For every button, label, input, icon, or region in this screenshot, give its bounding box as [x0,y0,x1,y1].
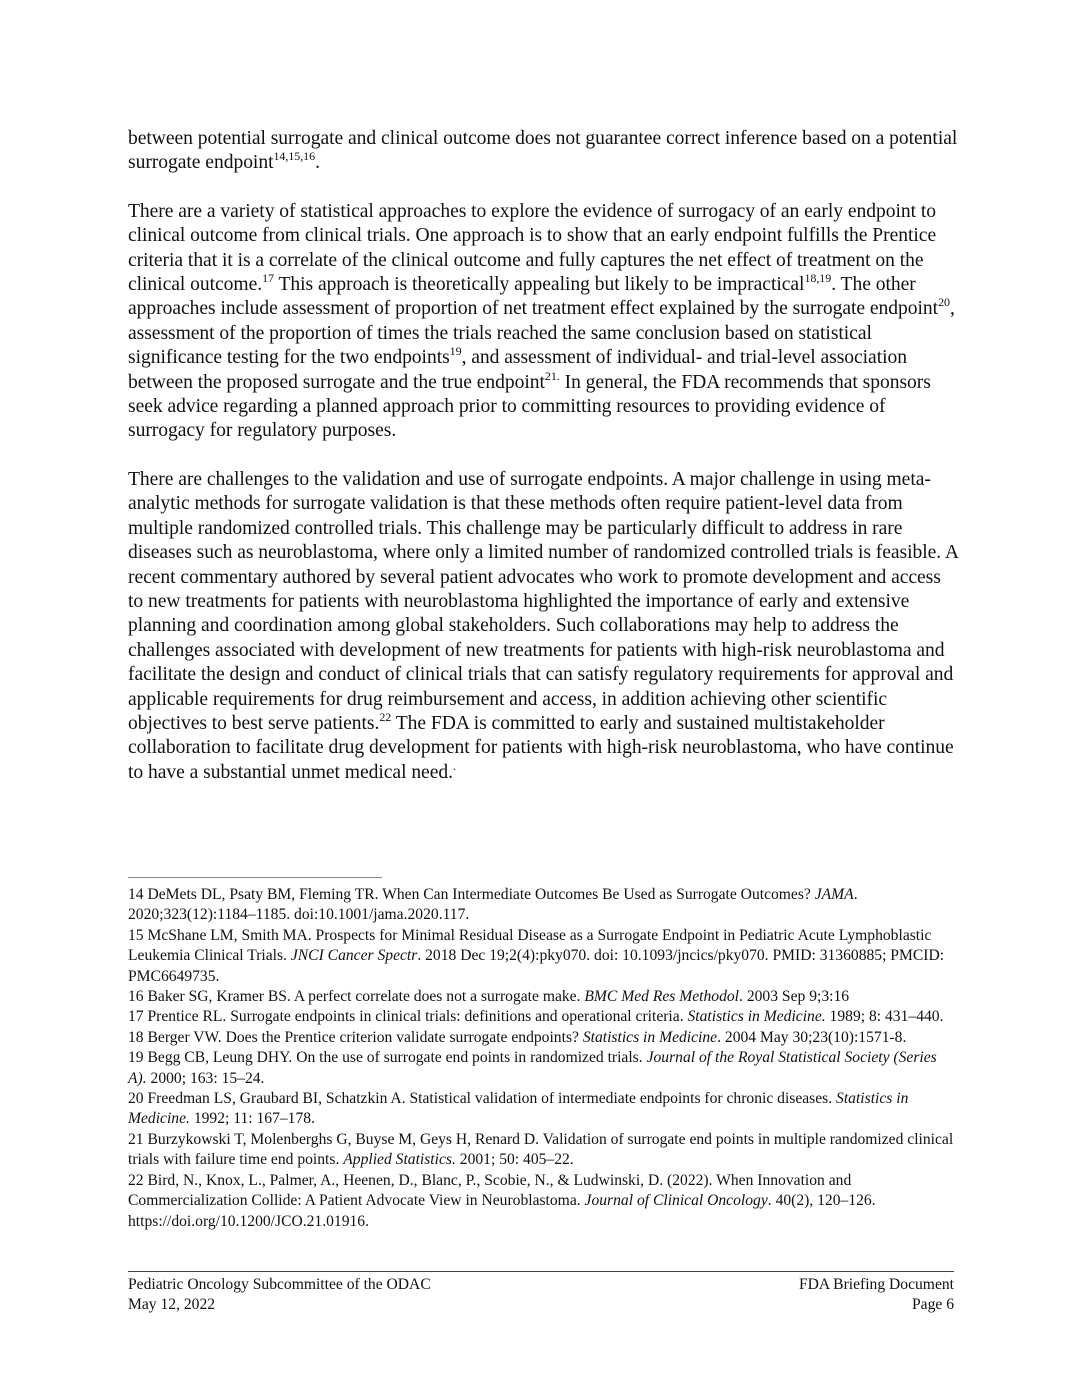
footnote-separator [128,877,382,878]
citation-superscript: . [452,758,456,773]
journal-title: JNCI Cancer Spectr [290,947,418,965]
footer-doc-type: FDA Briefing Document [798,1276,954,1293]
footnote-20: 20 Freedman LS, Graubard BI, Schatzkin A. Statistical validation of intermediate endpoints for chronic diseases. Statistics in Medicine. 1992; 11: 167–178. [128,1090,909,1128]
citation-superscript: 17 [262,271,274,286]
footer-date: May 12, 2022 [128,1296,216,1314]
footnote-18: 18 Berger VW. Does the Prentice criterion validate surrogate endpoints? Statistics in Medicine. 2004 May 30;23(10):1571-8. [128,1028,907,1046]
paragraph: There are a variety of statistical approaches to explore the evidence of surrogacy of an early endpoint to clinical outcome from clinical trials. One approach is to show that an early endpoint fulfills the Prentice criteria that it is a correlate of the clinical outcome and fully captures the net effect of treatment on the clinical outcome.$^{17}$ This approach is theoretically appealing but likely to be impractical$^{18,19}$. The other approaches include assessment of proportion of net treatment effect explained by the surrogate endpoint$^{20}$, assessment of the proportion of times the trials reached the same conclusion based on statistical significance testing for the two endpoints$^{19}$, and assessment of individual- and trial-level association between the proposed surrogate and the true endpoint$^{21.}$ In general, the FDA recommends that sponsors seek advice regarding a planned approach prior to committing resources to providing evidence of surrogacy for regulatory purposes. [128,200,955,442]
footnote-16: 16 Baker SG, Kramer BS. A perfect correlate does not a surrogate make. BMC Med Res Methodol. 2003 Sep 9;3:16 [128,988,850,1006]
citation-superscript: 20 [938,295,950,310]
journal-title: Journal of Clinical Oncology [584,1192,768,1210]
footnote-15: 15 McShane LM, Smith MA. Prospects for Minimal Residual Disease as a Surrogate Endpoint in Pediatric Acute Lymphoblastic Leukemia Clinical Trials. JNCI Cancer Spectr. 2018 Dec 19;2(4):pky070. doi: 10.1093/jncics/pky070. PMID: 31360885; PMCID: PMC6649735. [128,926,945,985]
citation-superscript: 22 [379,709,392,724]
footnote-22: 22 Bird, N., Knox, L., Palmer, A., Heenen, D., Blanc, P., Scobie, N., & Ludwinski, D. (2022). When Innovation and Commercialization Collide: A Patient Advocate View in Neuroblastoma. Journal of Clinical Oncology. 40(2), 120–126. https://doi.org/10.1200/JCO.21.01916. [128,1171,876,1230]
citation-superscript: 19 [449,344,462,359]
journal-title: JAMA [814,886,854,903]
footnote-21: 21 Burzykowski T, Molenberghs G, Buyse M, Geys H, Renard D. Validation of surrogate end points in multiple randomized clinical trials with failure time end points. Applied Statistics. 2001; 50: 405–22. [128,1130,954,1169]
footer-committee: Pediatric Oncology Subcommittee of the ODAC [128,1276,431,1293]
footnotes [128,885,958,1232]
citation-superscript: 18,19 [804,271,832,286]
footnote-14: 14 DeMets DL, Psaty BM, Fleming TR. When Can Intermediate Outcomes Be Used as Surrogate Outcomes? JAMA. 2020;323(12):1184–1185. doi:10.1001/jama.2020.117. [128,886,858,924]
journal-title: Applied Statistics. [343,1151,456,1169]
journal-title: Statistics in Medicine. [687,1008,826,1026]
paragraph: between potential surrogate and clinical outcome does not guarantee correct inference based on a potential surrogate endpoint$^{14,15,16}$. [128,128,958,174]
journal-title: Journal of the Royal Statistical Society (Series A). [128,1049,937,1087]
journal-title: BMC Med Res Methodol [584,988,740,1006]
page-footer [128,1271,954,1316]
paragraph: There are challenges to the validation and use of surrogate endpoints. A major challenge in using meta-analytic methods for surrogate validation is that these methods often require patient-level data from multiple randomized controlled trials. This challenge may be particularly difficult to address in rare diseases such as neuroblastoma, where only a limited number of randomized controlled trials is feasible. A recent commentary authored by several patient advocates who work to promote development and access to new treatments for patients with neuroblastoma highlighted the importance of early and extensive planning and coordination among global stakeholders. Such collaborations may help to address the challenges associated with development of new treatments for patients with high-risk neuroblastoma and facilitate the design and conduct of clinical trials that can satisfy regulatory requirements for approval and applicable requirements for drug reimbursement and access, in addition achieving other scientific objectives to best serve patients.$^{22}$ The FDA is committed to early and sustained multistakeholder collaboration to facilitate drug development for patients with high-risk neuroblastoma, who have continue to have a substantial unmet medical need.. [128,468,958,783]
document-body [128,127,958,809]
citation-superscript: 21. [544,368,560,383]
journal-title: Statistics in Medicine. [128,1090,909,1128]
citation-superscript: 14,15,16 [273,149,316,164]
journal-title: Statistics in Medicine [582,1028,718,1046]
footer-page-number: Page 6 [911,1296,954,1314]
footnote-17: 17 Prentice RL. Surrogate endpoints in clinical trials: definitions and operational criteria. Statistics in Medicine. 1989; 8: 431–440. [128,1008,944,1026]
footnote-19: 19 Begg CB, Leung DHY. On the use of surrogate end points in randomized trials. Journal of the Royal Statistical Society (Series A). 2000; 163: 15–24. [128,1049,937,1087]
